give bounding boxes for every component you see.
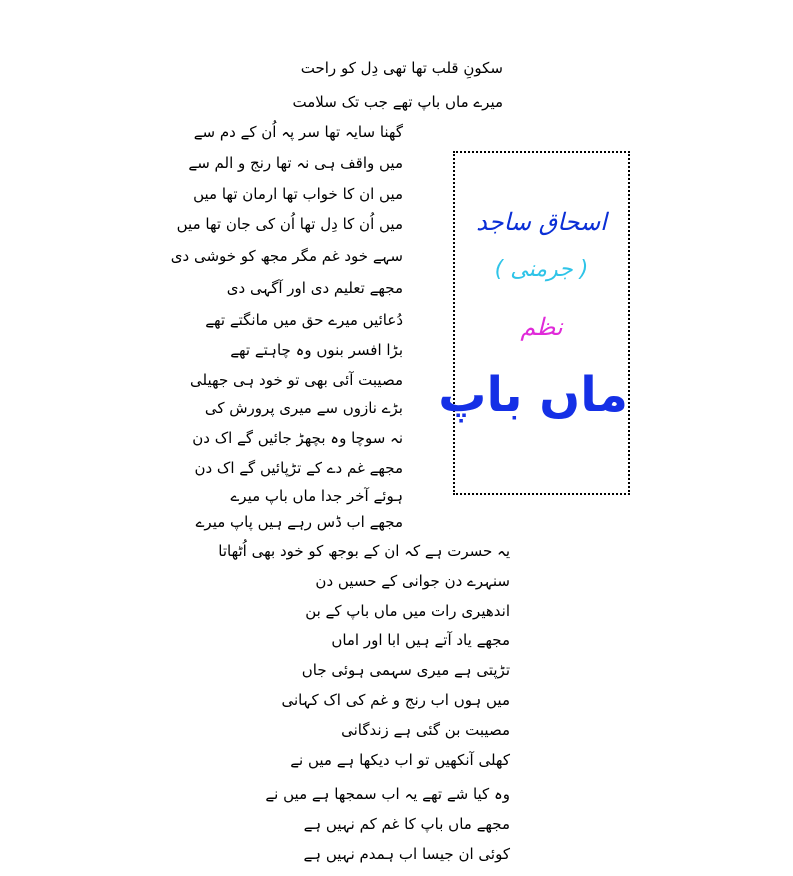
poem-line: مجھے تعلیم دی اور آگہی دی xyxy=(226,279,403,297)
poem-line: وہ کیا شے تھے یہ اب سمجھا ہے میں نے xyxy=(265,785,510,803)
author-location: ( جرمنی ) xyxy=(494,257,589,282)
poem-line: تڑپتی ہے میری سہمی ہوئی جاں xyxy=(301,661,510,679)
poem-line: میں ہوں اب رنج و غم کی اک کہانی xyxy=(281,691,510,709)
poem-line: ہوئے آخر جدا ماں باپ میرے xyxy=(230,487,403,505)
poem-genre: نظم xyxy=(520,313,563,341)
poem-line: گھنا سایہ تھا سر پہ اُن کے دم سے xyxy=(193,123,403,141)
poem-line: مجھے غم دے کے تڑپائیں گے اک دن xyxy=(194,459,403,477)
poem-line: دُعائیں میرے حق میں مانگتے تھے xyxy=(205,311,403,329)
title-box xyxy=(438,151,630,495)
poem-line: کوئی ان جیسا اب ہمدم نہیں ہے xyxy=(303,845,510,863)
poem-line: سنہرے دن جوانی کے حسیں دن xyxy=(315,572,510,590)
poem-line: نہ سوچا وہ بچھڑ جائیں گے اک دن xyxy=(192,429,403,447)
poem-title: ماں باپ xyxy=(438,367,628,423)
poem-line: مجھے اب ڈس رہے ہیں پاپ میرے xyxy=(195,513,403,531)
poem-header-line: میرے ماں باپ تھے جب تک سلامت xyxy=(292,93,503,111)
poem-line: یہ حسرت ہے کہ ان کے بوجھ کو خود بھی اُٹھاتا xyxy=(218,542,510,560)
poem-line: اندھیری رات میں ماں باپ کے بن xyxy=(305,602,510,620)
author-name: اسحاق ساجد xyxy=(476,208,607,236)
poem-line: میں واقف ہی نہ تھا رنج و الم سے xyxy=(188,154,403,172)
poem-line: مجھے یاد آتے ہیں ابا اور اماں xyxy=(331,631,510,649)
poem-header-line: سکونِ قلب تھا تھی دِل کو راحت xyxy=(300,59,503,77)
poem-line: مجھے ماں باپ کا غم کم نہیں ہے xyxy=(303,815,510,833)
poem-line: بڑے نازوں سے میری پرورش کی xyxy=(204,399,403,417)
poem-line: کھلی آنکھیں تو اب دیکھا ہے میں نے xyxy=(290,751,510,769)
poem-line: بڑا افسر بنوں وہ چاہتے تھے xyxy=(230,341,403,359)
poem-line: میں ان کا خواب تھا ارمان تھا میں xyxy=(193,185,403,203)
poem-line: مصیبت آئی بھی تو خود ہی جھیلی xyxy=(190,371,403,389)
poem-line: سہے خود غم مگر مجھ کو خوشی دی xyxy=(170,247,403,265)
poem-line: میں اُن کا دِل تھا اُن کی جان تھا میں xyxy=(176,215,403,233)
poem-line: مصیبت بن گئی ہے زندگانی xyxy=(341,721,510,739)
